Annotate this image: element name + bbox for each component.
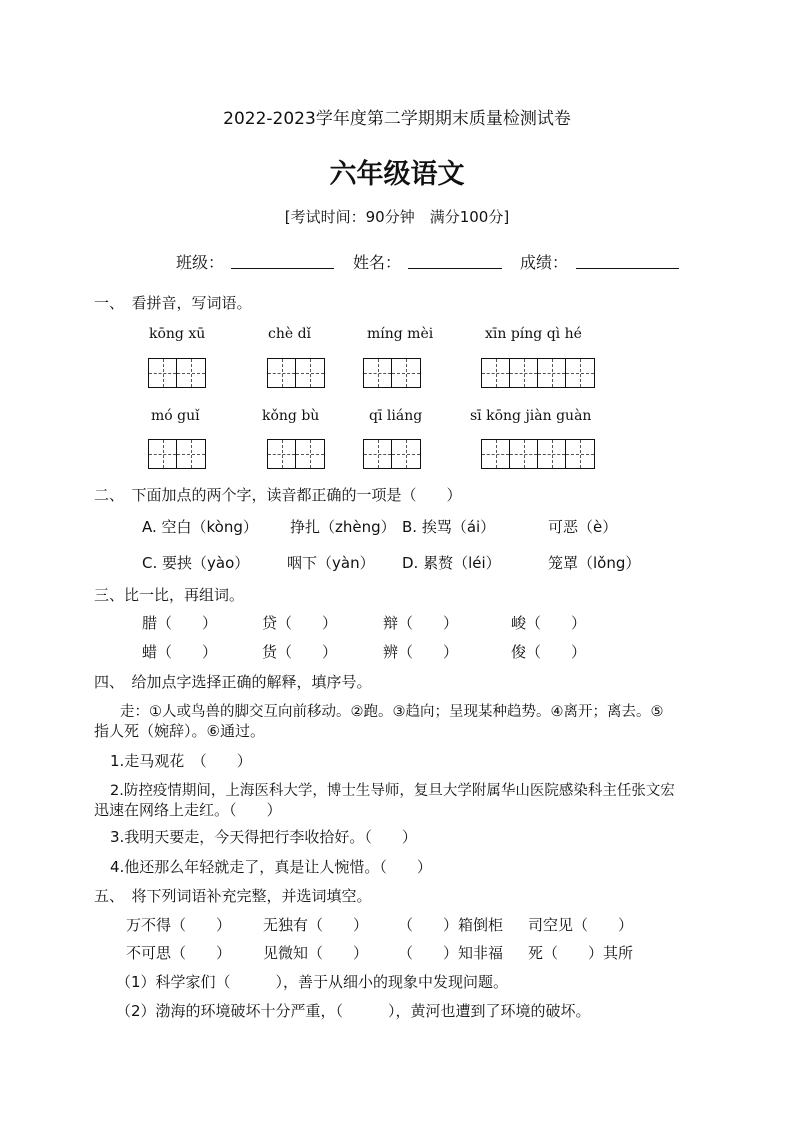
q1-pinyin-7: qī liáng <box>369 408 423 424</box>
q3-item: 辩（ ） <box>383 614 459 632</box>
q5-idiom: 见微知（ ） <box>263 944 369 962</box>
q2-option-d2: 笼罩（lǒng） <box>548 554 641 572</box>
subject-title: 六年级语文 <box>329 159 465 190</box>
q2-option-b1: B. 挨骂（ái） <box>402 518 496 536</box>
q3-heading: 三、比一比，再组词。 <box>94 586 245 604</box>
q1-answer-grid-7[interactable] <box>363 439 421 469</box>
q1-pinyin-2: chè dǐ <box>268 326 312 342</box>
q4-sentence-2-line1: 2.防控疫情期间，上海医科大学，博士生导师，复旦大学附属华山医院感染科主任张文宏 <box>110 783 675 799</box>
q3-item: 蜡（ ） <box>142 643 218 661</box>
q4-sentence-4: 4.他还那么年轻就走了，真是让人惋惜。（ ） <box>110 858 432 876</box>
q2-option-d1: D. 累赘（léi） <box>402 554 501 572</box>
name-field[interactable] <box>408 268 502 269</box>
q5-idiom: 无独有（ ） <box>263 916 369 934</box>
q3-item: 腊（ ） <box>142 614 218 632</box>
q5-idiom: 万不得（ ） <box>126 916 232 934</box>
q4-definition-line1: 走：①人或鸟兽的脚交互向前移动。②跑。③趋向；呈现某种趋势。④离开；离去。⑤ <box>120 704 664 720</box>
q2-option-b2: 可恶（è） <box>548 518 618 536</box>
q5-idiom: 不可思（ ） <box>126 944 232 962</box>
q3-item: 峻（ ） <box>511 614 587 632</box>
q1-pinyin-3: míng mèi <box>367 326 434 342</box>
q3-item: 俊（ ） <box>511 643 587 661</box>
q2-option-a1: A. 空白（kòng） <box>142 518 258 536</box>
exam-title: 2022-2023学年度第二学期期末质量检测试卷 <box>223 109 571 129</box>
q4-sentence-3: 3.我明天要走，今天得把行李收拾好。（ ） <box>110 828 417 846</box>
q1-pinyin-6: kǒng bù <box>262 408 320 424</box>
q1-answer-grid-5[interactable] <box>148 439 206 469</box>
q5-heading: 五、 将下列词语补充完整，并选词填空。 <box>94 887 372 905</box>
q5-idiom: 司空见（ ） <box>528 916 634 934</box>
score-label: 成绩： <box>520 253 569 272</box>
q1-answer-grid-1[interactable] <box>148 358 206 388</box>
q3-item: 货（ ） <box>262 643 338 661</box>
q5-fill-sentence-2: （2）渤海的环境破坏十分严重，（ ），黄河也遭到了环境的破坏。 <box>116 1002 591 1020</box>
q5-idiom: 死（ ）其所 <box>528 944 634 962</box>
class-label: 班级： <box>176 253 225 272</box>
q1-pinyin-5: mó guǐ <box>151 408 200 424</box>
q4-definition-line2: 指人死（婉辞）。⑥通过。 <box>94 722 265 740</box>
q1-answer-grid-4[interactable] <box>481 358 595 388</box>
q1-heading: 一、 看拼音，写词语。 <box>94 294 252 312</box>
q4-heading: 四、 给加点字选择正确的解释，填序号。 <box>94 673 372 691</box>
class-field[interactable] <box>231 268 334 269</box>
exam-info: [考试时间：90分钟 满分100分] <box>284 208 510 226</box>
q3-item: 辨（ ） <box>383 643 459 661</box>
q1-pinyin-8: sī kōng jiàn guàn <box>470 408 592 424</box>
q4-sentence-1: 1.走马观花 （ ） <box>110 752 252 770</box>
q5-idiom: （ ）知非福 <box>398 944 504 962</box>
q3-item: 贷（ ） <box>262 614 338 632</box>
q2-option-a2: 挣扎（zhèng） <box>290 518 396 536</box>
score-field[interactable] <box>576 268 679 269</box>
q4-sentence-2-line2: 迅速在网络上走红。（ ） <box>94 801 282 819</box>
q2-option-c1: C. 要挟（yào） <box>142 554 250 572</box>
name-label: 姓名： <box>353 253 402 272</box>
q1-pinyin-4: xīn píng qì hé <box>485 326 582 342</box>
q2-option-c2: 咽下（yàn） <box>287 554 375 572</box>
q1-answer-grid-2[interactable] <box>267 358 325 388</box>
q5-idiom: （ ）箱倒柜 <box>398 916 504 934</box>
q1-answer-grid-6[interactable] <box>267 439 325 469</box>
q1-pinyin-1: kōng xū <box>149 326 206 342</box>
q1-answer-grid-8[interactable] <box>481 439 595 469</box>
q5-fill-sentence-1: （1）科学家们（ ），善于从细小的现象中发现问题。 <box>116 973 509 991</box>
q1-answer-grid-3[interactable] <box>363 358 421 388</box>
q2-heading: 二、 下面加点的两个字，读音都正确的一项是（ ） <box>94 486 462 504</box>
